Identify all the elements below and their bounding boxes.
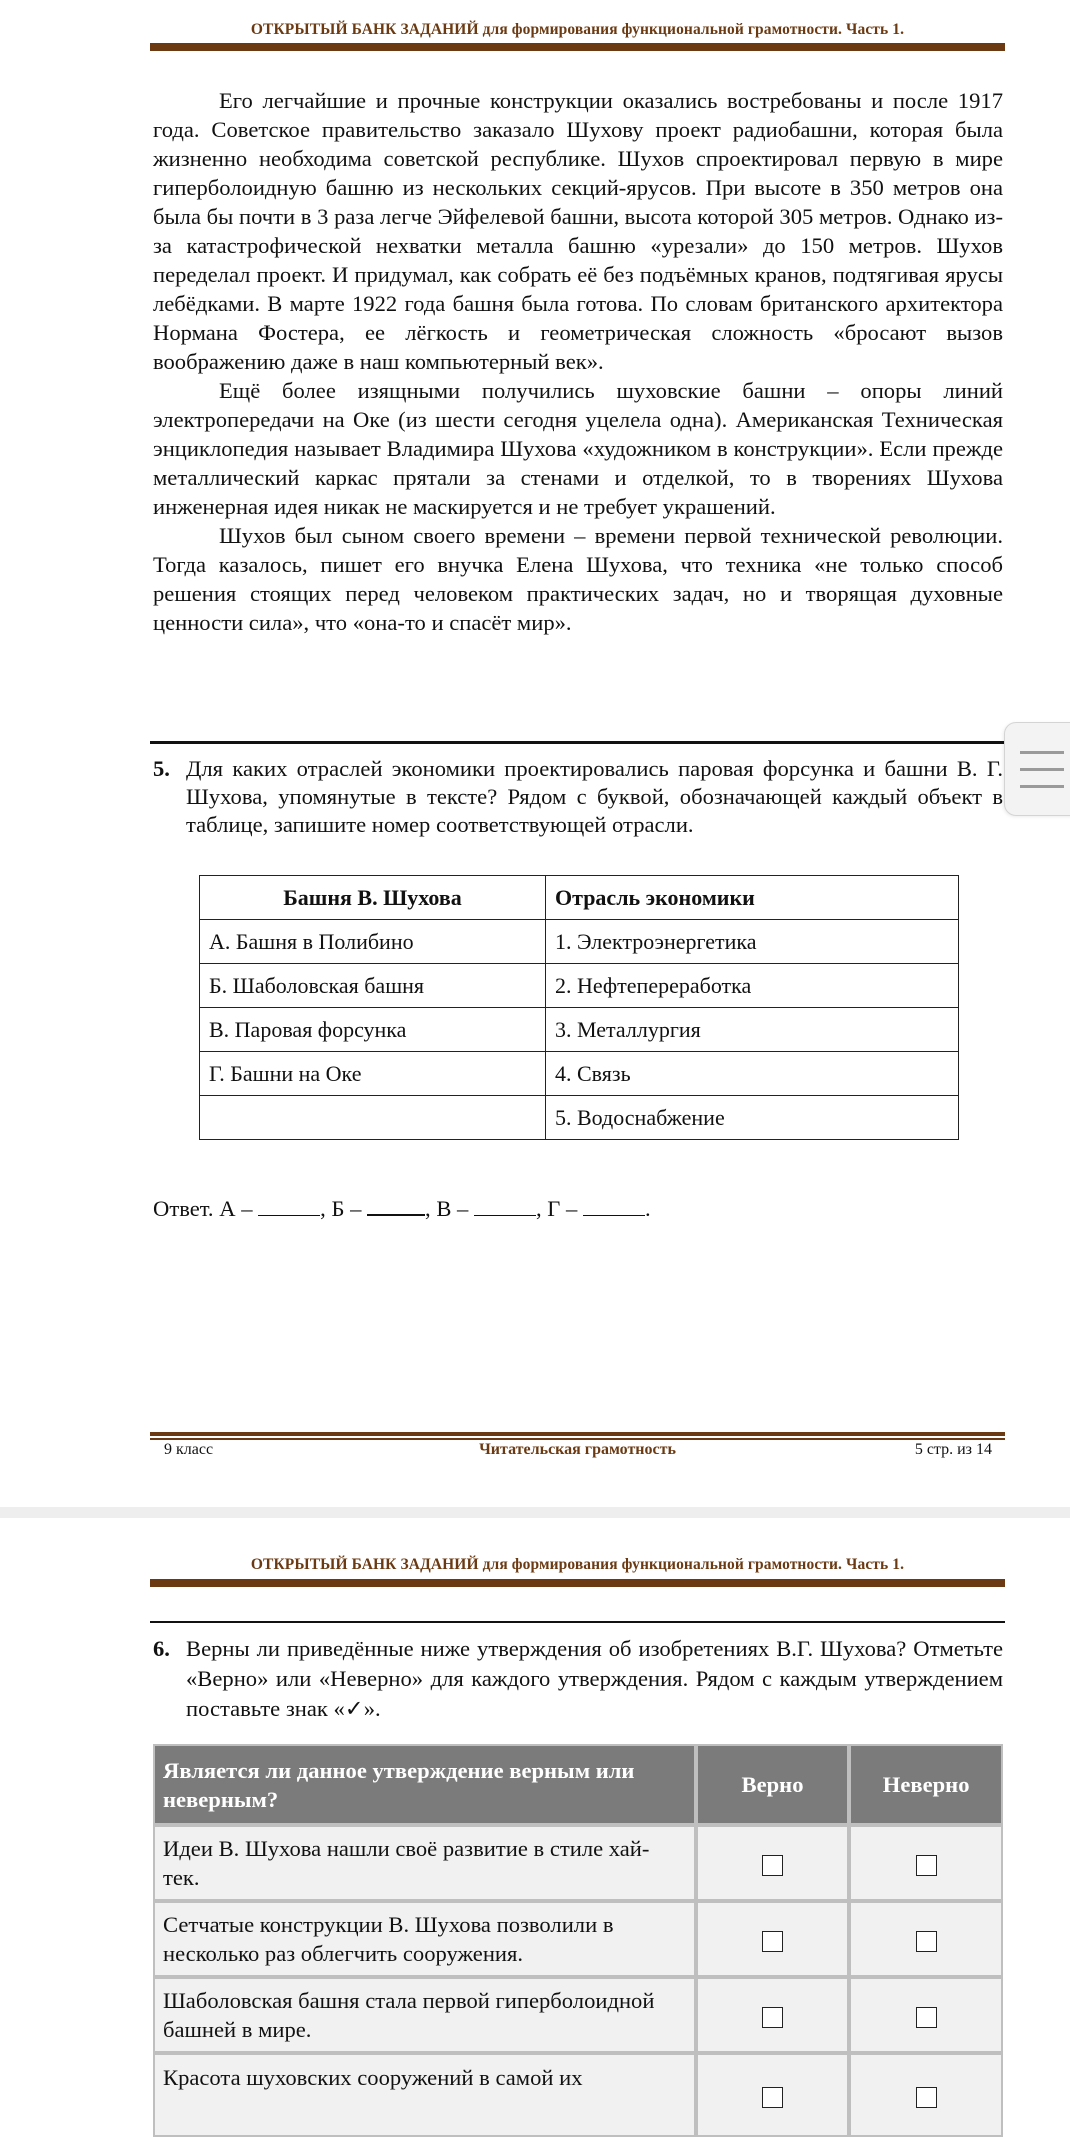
column-header-true: Верно	[696, 1744, 850, 1825]
true-checkbox[interactable]	[762, 1931, 783, 1952]
table-row	[153, 1825, 1003, 1901]
table-header-row	[200, 876, 959, 920]
column-header-statement: Является ли данное утверждение верным или неверным?	[153, 1744, 696, 1825]
question-text: Для каких отраслей экономики проектировались паровая форсунка и башни В. Г. Шухова, упомянутые в тексте? Рядом с буквой, обозначающей каждый объект в таблице, запишите номер соответствующей отрасли.	[186, 756, 1003, 837]
answer-label: Ответ. А –	[153, 1196, 253, 1221]
false-checkbox[interactable]	[916, 1855, 937, 1876]
answer-blank-v[interactable]	[474, 1197, 536, 1216]
footer-grade: 9 класс	[164, 1441, 214, 1458]
table-row	[200, 1052, 959, 1096]
table-row	[200, 964, 959, 1008]
answer-line	[153, 1196, 651, 1222]
table-row	[200, 1096, 959, 1140]
question-number: 5.	[153, 756, 170, 781]
table-cell: 3. Металлургия	[546, 1008, 959, 1052]
true-checkbox[interactable]	[762, 2087, 783, 2108]
table-cell	[200, 1096, 546, 1140]
true-false-table	[153, 1744, 1003, 2137]
footer-page-number: 5 стр. из 14	[914, 1441, 992, 1458]
false-checkbox[interactable]	[916, 2087, 937, 2108]
question-6	[153, 1634, 1003, 1724]
true-checkbox[interactable]	[762, 1855, 783, 1876]
menu-icon-line	[1020, 751, 1064, 754]
table-row	[200, 920, 959, 964]
table-cell: 1. Электроэнергетика	[546, 920, 959, 964]
question-text: Верны ли приведённые ниже утверждения об изобретениях В.Г. Шухова? Отметьте «Верно» или «Неверно» для каждого утверждения. Рядом с каждым утверждением поставьте знак «✓».	[186, 1636, 1003, 1721]
table-cell: 2. Нефтепереработка	[546, 964, 959, 1008]
footer-divider-thin	[150, 1438, 1005, 1440]
question-5	[153, 755, 1003, 839]
table-cell: Б. Шаболовская башня	[200, 964, 546, 1008]
statement-text: Сетчатые конструкции В. Шухова позволили в несколько раз облегчить сооружения.	[153, 1901, 696, 1977]
table-cell: В. Паровая форсунка	[200, 1008, 546, 1052]
table-row	[200, 1008, 959, 1052]
footer-subject: Читательская грамотность	[479, 1441, 676, 1458]
paragraph: Его легчайшие и прочные конструкции оказались востребованы и после 1917 года. Советское правительство заказало Шухову проект радиобашни, которая была жизненно необходима советской республике. Шухов спроектировал первую в мире гиперболоидную башню из нескольких секций-ярусов. При высоте в 350 метров она была бы почти в 3 раза легче Эйфелевой башни, высота которой 305 метров. Однако из-за катастрофической нехватки металла башню «урезали» до 150 метров. Шухов переделал проект. И придумал, как собрать её без подъёмных кранов, подтягивая ярусы лебёдками. В марте 1922 года башня была готова. По словам британского архитектора Нормана Фостера, ее лёгкость и геометрическая сложность «бросают вызов воображению даже в наш компьютерный век».	[153, 88, 1003, 374]
answer-blank-g[interactable]	[583, 1197, 645, 1216]
table-row	[153, 2053, 1003, 2137]
section-divider	[150, 741, 1005, 744]
menu-icon-line	[1020, 768, 1064, 771]
statement-text: Красота шуховских сооружений в самой их	[153, 2053, 696, 2137]
table-cell: 4. Связь	[546, 1052, 959, 1096]
table-header-row	[153, 1744, 1003, 1825]
page-header-title: ОТКРЫТЫЙ БАНК ЗАДАНИЙ для формирования функциональной грамотности. Часть 1.	[250, 1556, 905, 1573]
statement-text: Идеи В. Шухова нашли своё развитие в стиле хай-тек.	[153, 1825, 696, 1901]
header-divider	[150, 1579, 1005, 1587]
matching-table	[199, 875, 959, 1140]
menu-icon-line	[1020, 785, 1064, 788]
table-cell: А. Башня в Полибино	[200, 920, 546, 964]
page-gap	[0, 1507, 1070, 1518]
article-text	[153, 86, 1003, 637]
answer-label-b: , Б –	[320, 1196, 362, 1221]
column-header: Отрасль экономики	[546, 876, 959, 920]
true-checkbox[interactable]	[762, 2007, 783, 2028]
table-cell: Г. Башни на Оке	[200, 1052, 546, 1096]
answer-blank-a[interactable]	[258, 1197, 320, 1216]
page-header-title: ОТКРЫТЫЙ БАНК ЗАДАНИЙ для формирования функциональной грамотности. Часть 1.	[250, 21, 905, 38]
table-row	[153, 1977, 1003, 2053]
column-header: Башня В. Шухова	[200, 876, 546, 920]
false-checkbox[interactable]	[916, 1931, 937, 1952]
answer-end: .	[644, 1196, 651, 1221]
paragraph: Шухов был сыном своего времени – времени первой технической революции. Тогда казалось, пишет его внучка Елена Шухова, что техника «не только способ решения стоящих перед человеком практических задач, но и творящая духовные ценности сила», что «она-то и спасёт мир».	[153, 523, 1003, 635]
statement-text: Шаболовская башня стала первой гиперболоидной башней в мире.	[153, 1977, 696, 2053]
paragraph: Ещё более изящными получились шуховские башни – опоры линий электропередачи на Оке (из шести сегодня уцелела одна). Американская Техническая энциклопедия называет Владимира Шухова «художником в конструкции». Если прежде металлический каркас прятали за стенами и отделкой, то в творениях Шухова инженерная идея никак не маскируется и не требует украшений.	[153, 378, 1003, 519]
header-divider	[150, 43, 1005, 51]
table-cell: 5. Водоснабжение	[546, 1096, 959, 1140]
question-number: 6.	[153, 1636, 170, 1661]
footer-divider	[150, 1432, 1005, 1436]
column-header-false: Неверно	[849, 1744, 1003, 1825]
answer-label-v: , В –	[425, 1196, 469, 1221]
false-checkbox[interactable]	[916, 2007, 937, 2028]
table-row	[153, 1901, 1003, 1977]
side-menu-button[interactable]	[1004, 722, 1070, 816]
answer-label-g: , Г –	[536, 1196, 578, 1221]
answer-blank-b[interactable]	[367, 1196, 425, 1216]
section-divider	[150, 1621, 1005, 1623]
